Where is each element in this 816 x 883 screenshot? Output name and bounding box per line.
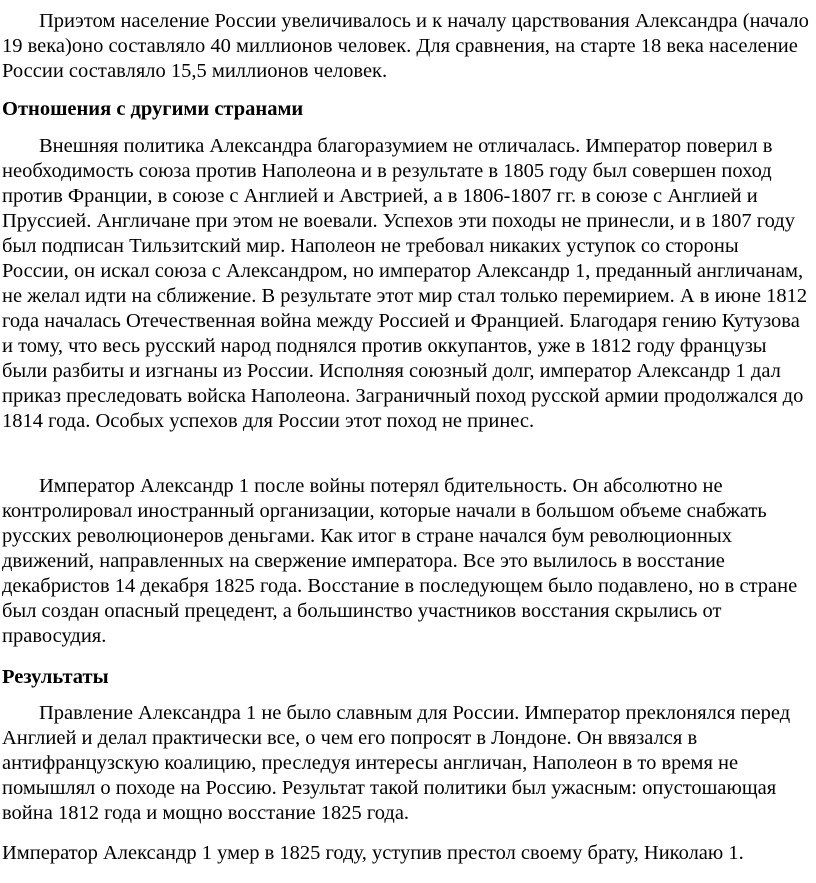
paragraph-population: Приэтом население России увеличивалось и к началу царствования Александра (начало 19 века)оно составляло 40 миллионов человек. Для сравнения, на старте 18 века население России составляло 15,5 миллионов человек. xyxy=(2,10,809,82)
heading-results: Результаты xyxy=(2,666,109,688)
paragraph-results: Правление Александра 1 не было славным для России. Император преклонялся перед Англией и делал практически все, о чем его попросят в Лондоне. Он ввязался в антифранцузскую коалицию, преследуя интересы англичан, Наполеон в то время не помышлял о походе на Россию. Результат такой политики был ужасным: опустошающая война 1812 года и мощно восстание 1825 года. xyxy=(2,702,791,824)
paragraph-after-war: Император Александр 1 после войны потерял бдительность. Он абсолютно не контролировал иностранный организации, которые начали в большом объеме снабжать русских революционеров деньгами. Как итог в стране начался бум революционных движений, направленных на свержение императора. Все это вылилось в восстание декабристов 14 декабря 1825 года. Восстание в последующем было подавлено, но в стране был создан опасный прецедент, а большинство участников восстания скрылись от правосудия. xyxy=(2,475,798,647)
heading-foreign-relations: Отношения с другими странами xyxy=(2,98,304,120)
paragraph-death: Император Александр 1 умер в 1825 году, уступив престол своему брату, Николаю 1. xyxy=(2,842,744,864)
paragraph-foreign-policy: Внешняя политика Александра благоразумием не отличалась. Император поверил в необходимость союза против Наполеона и в результате в 1805 году был совершен поход против Франции, в союзе с Англией и Австрией, а в 1806-1807 гг. в союзе с Англией и Пруссией. Англичане при этом не воевали. Успехов эти походы не принесли, и в 1807 году был подписан Тильзитский мир. Наполеон не требовал никаких уступок со стороны России, он искал союза с Александром, но император Александр 1, преданный англичанам, не желал идти на сближение. В результате этот мир стал только перемирием. А в июне 1812 года началась Отечественная война между Россией и Францией. Благодаря гению Кутузова и тому, что весь русский народ поднялся против оккупантов, уже в 1812 году французы были разбиты и изгнаны из России. Исполняя союзный долг, император Александр 1 дал приказ преследовать войска Наполеона. Заграничный поход русской армии продолжался до 1814 года. Особых успехов для России этот поход не принес. xyxy=(2,135,808,432)
